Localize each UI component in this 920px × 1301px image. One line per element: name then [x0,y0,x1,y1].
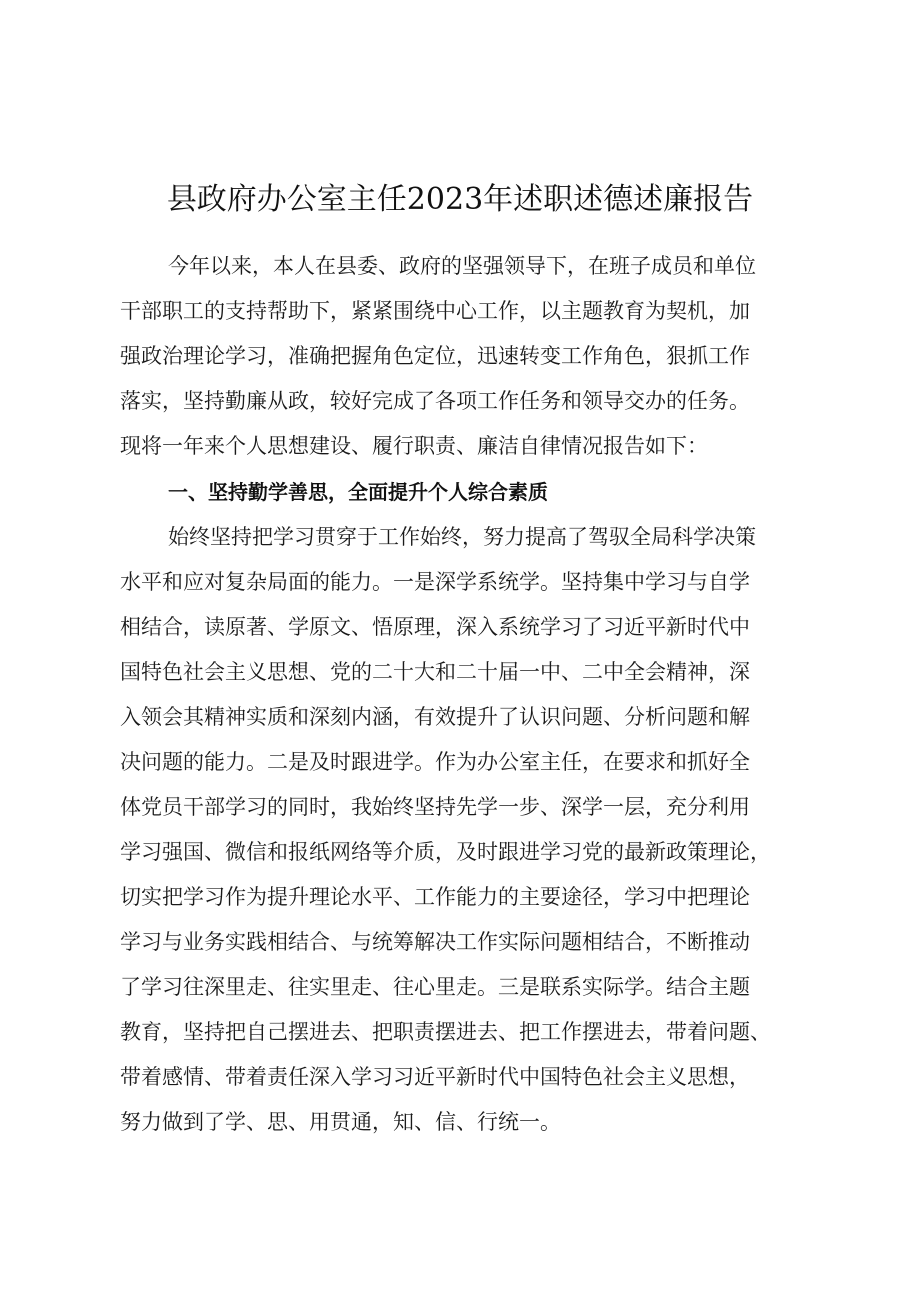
body-line: 国特色社会主义思想、党的二十大和二十届一中、二中全会精神，深 [120,660,750,684]
body-line: 体党员干部学习的同时，我始终坚持先学一步、深学一层，充分利用 [120,795,750,819]
body-line: 决问题的能力。二是及时跟进学。作为办公室主任，在要求和抓好全 [120,750,750,774]
body-line: 了学习往深里走、往实里走、往心里走。三是联系实际学。结合主题 [120,975,750,999]
body-line: 努力做到了学、思、用贯通，知、信、行统一。 [120,1110,561,1134]
intro-line: 落实，坚持勤廉从政，较好完成了各项工作任务和领导交办的任务。 [120,389,750,413]
intro-line: 强政治理论学习，准确把握角色定位，迅速转变工作角色，狠抓工作 [120,344,750,368]
body-line: 入领会其精神实质和深刻内涵，有效提升了认识问题、分析问题和解 [120,705,750,729]
body-line: 教育，坚持把自己摆进去、把职责摆进去、把工作摆进去，带着问题、 [120,1020,771,1044]
body-line: 学习与业务实践相结合、与统筹解决工作实际问题相结合，不断推动 [120,930,750,954]
body-line: 始终坚持把学习贯穿于工作始终，努力提高了驾驭全局科学决策 [168,525,756,549]
intro-line: 今年以来，本人在县委、政府的坚强领导下，在班子成员和单位 [168,254,756,278]
intro-line: 干部职工的支持帮助下，紧紧围绕中心工作，以主题教育为契机，加 [120,299,750,323]
section-heading: 一、坚持勤学善思，全面提升个人综合素质 [168,480,548,504]
body-line: 相结合，读原著、学原文、悟原理，深入系统学习了习近平新时代中 [120,615,750,639]
body-line: 水平和应对复杂局面的能力。一是深学系统学。坚持集中学习与自学 [120,570,750,594]
intro-line: 现将一年来个人思想建设、履行职责、廉洁自律情况报告如下： [120,434,708,458]
body-line: 切实把学习作为提升理论水平、工作能力的主要途径，学习中把理论 [120,885,750,909]
body-line: 学习强国、微信和报纸网络等介质，及时跟进学习党的最新政策理论， [120,840,771,864]
body-line: 带着感情、带着责任深入学习习近平新时代中国特色社会主义思想， [120,1065,750,1089]
document-title: 县政府办公室主任2023年述职述德述廉报告 [166,182,754,217]
